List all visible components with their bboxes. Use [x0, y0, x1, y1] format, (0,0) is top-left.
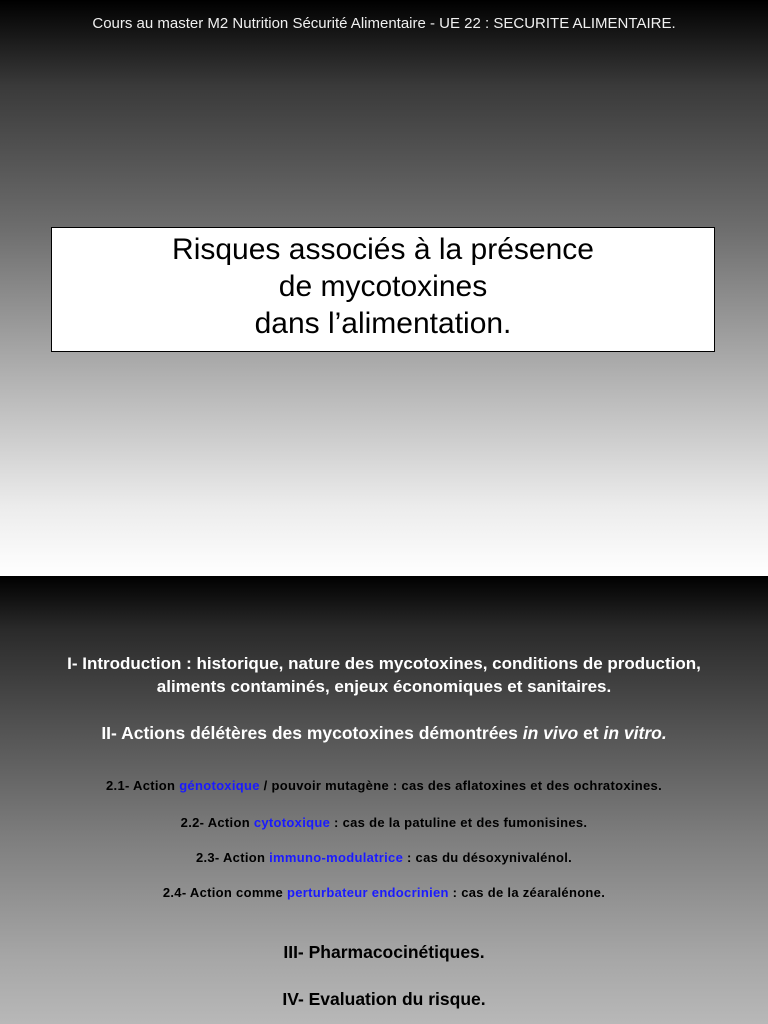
title-line-3: dans l’alimentation.	[254, 307, 512, 340]
section-pharmacocinetiques: III- Pharmacocinétiques.	[283, 942, 485, 962]
title-box	[51, 227, 715, 352]
slide-2	[0, 576, 768, 1024]
section-introduction-line-2: aliments contaminés, enjeux économiques et sanitaires.	[156, 677, 612, 696]
and-text: et	[578, 723, 604, 743]
section-introduction-line-1: I- Introduction : historique, nature des mycotoxines, conditions de production,	[67, 654, 701, 673]
item-label: 2.2- Action	[180, 815, 254, 830]
section-introduction	[0, 652, 768, 698]
title-line-2: de mycotoxines	[278, 270, 488, 303]
item-keyword: cytotoxique	[253, 815, 331, 830]
item-keyword: génotoxique	[179, 778, 260, 793]
item-keyword: immuno-modulatrice	[269, 850, 404, 865]
item-rest: : cas de la patuline et des fumonisines.	[330, 815, 588, 830]
item-label: 2.3- Action	[195, 850, 270, 865]
title-line-1: Risques associés à la présence	[172, 233, 594, 266]
item-2-2	[0, 815, 768, 830]
item-2-3	[0, 850, 768, 865]
in-vivo-text: in vivo	[522, 723, 579, 743]
item-2-1	[0, 778, 768, 793]
item-rest: / pouvoir mutagène : cas des aflatoxines et des ochratoxines.	[259, 778, 662, 793]
course-header: Cours au master M2 Nutrition Sécurité Alimentaire - UE 22 : SECURITE ALIMENTAIRE.	[92, 15, 676, 32]
item-keyword: perturbateur endocrinien	[286, 885, 449, 900]
item-rest: : cas de la zéaralénone.	[448, 885, 606, 900]
in-vitro-text: in vitro.	[603, 723, 667, 743]
item-rest: : cas du désoxynivalénol.	[403, 850, 573, 865]
section-actions	[0, 723, 768, 744]
item-2-4	[0, 885, 768, 900]
section-actions-prefix: II- Actions délétères des mycotoxines démontrées	[101, 723, 523, 743]
item-label: 2.1- Action	[106, 778, 180, 793]
section-evaluation-risque: IV- Evaluation du risque.	[282, 989, 486, 1009]
item-label: 2.4- Action comme	[162, 885, 287, 900]
